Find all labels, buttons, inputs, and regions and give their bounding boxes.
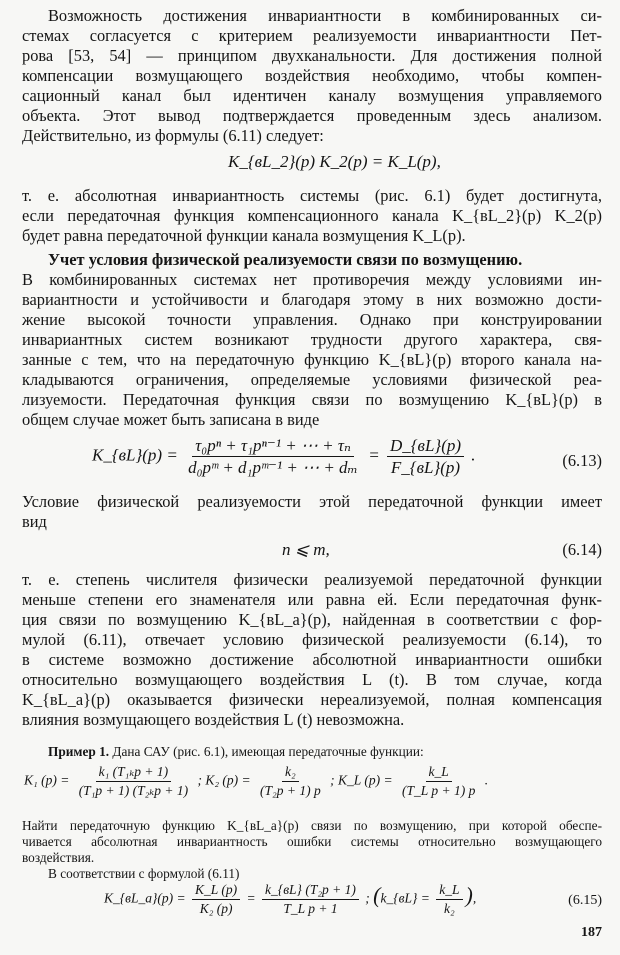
- eq-lhs: K_{вL_а}(p) =: [104, 890, 186, 906]
- text-line: Возможность достижения инвариантности в комбинированных си-: [48, 6, 602, 25]
- equation-number: (6.15): [568, 893, 602, 908]
- eq-separator: ;: [365, 890, 370, 906]
- eq-denominator: K₂ (p): [199, 901, 233, 916]
- eq-fraction: [257, 764, 324, 799]
- eq-lhs: K₂ (p) =: [205, 772, 251, 788]
- text-line: Найти передаточную функцию K_{вL_а}(p) связи по возмущению, при которой обеспе-: [22, 818, 602, 833]
- eq-fraction: [387, 436, 464, 477]
- equation-compensation: K_{вL_2}(p) K_2(p) = K_L(p),: [228, 152, 441, 171]
- text-line: относительно возмущающего воздействия L (t). В том случае, когда: [22, 670, 602, 689]
- eq-fraction: [399, 764, 478, 799]
- text-line: Условие физической реализуемости этой передаточной функции имеет: [22, 492, 602, 511]
- eq-denominator: (T₁p + 1) (T₂ₖp + 1): [78, 783, 189, 798]
- eq-fraction: [185, 436, 361, 477]
- text-line: вид: [22, 512, 47, 531]
- eq-numerator: k₂: [282, 764, 299, 782]
- text-line: K_{вL_a}(p) оказывается физически нереализуемой, полная компенсация: [22, 690, 602, 709]
- text-line: мулой (6.11), отвечает условию физической реализуемости (6.14), то: [22, 630, 602, 649]
- example-heading: Пример 1.: [48, 744, 110, 759]
- eq-lhs: K_L (p) =: [337, 772, 393, 788]
- text-line: вариантности и устойчивости и благодаря этому в них возможно дости-: [22, 290, 602, 309]
- eq-separator: ;: [330, 772, 335, 788]
- text-line: занные с тем, что на передаточную функцию K_{вL}(p) второго канала на-: [22, 350, 602, 369]
- text-line: сационный канал был идентичен каналу возмущения управляемого: [22, 86, 602, 105]
- equation-6-14: n ⩽ m,: [282, 540, 330, 559]
- equation-number: (6.14): [562, 540, 602, 559]
- text-line: рова [53, 54] — принципом двухканальности. Для достижения полной: [22, 46, 602, 65]
- eq-denominator: T_L p + 1: [283, 901, 338, 916]
- text-line: лизуемости. Передаточная функция связи по возмущению K_{вL}(p) в: [22, 390, 602, 409]
- eq-fraction: [262, 882, 359, 917]
- eq-paren-open: (: [373, 882, 381, 908]
- text-line: чивается абсолютная инвариантность ошибки системы относительно возмущающего: [22, 834, 602, 849]
- text-line: в системе возможно достижение абсолютной инвариантности ошибки: [22, 650, 602, 669]
- eq-lhs: K₁ (p) =: [24, 772, 70, 788]
- text-line: кладываются ограничения, определяемые условиями физической реа-: [22, 370, 602, 389]
- eq-numerator: k_{вL} (T₂p + 1): [262, 882, 359, 900]
- eq-tail: ,: [472, 890, 477, 906]
- example-intro-text: Дана САУ (рис. 6.1), имеющая передаточные функции:: [112, 744, 424, 759]
- text-line: компенсации возмущающего воздействия необходимо, чтобы компен-: [22, 66, 602, 85]
- text-line: влияния возмущающего воздействия L (t) невозможна.: [22, 710, 405, 729]
- eq-lhs: k_{вL} =: [380, 890, 430, 906]
- text-line: инвариантных систем возникают трудности другого характера, свя-: [22, 330, 602, 349]
- eq-denominator: (T₂p + 1) p: [260, 783, 321, 798]
- eq-separator: ;: [197, 772, 202, 788]
- eq-numerator: k_L: [436, 882, 462, 900]
- eq-lhs: K_{вL}(p) =: [92, 445, 178, 465]
- eq-fraction: [76, 764, 191, 799]
- text-line: В соответствии с формулой (6.11): [48, 866, 240, 881]
- eq-denominator: F_{вL}(p): [390, 458, 461, 477]
- text-line: Действительно, из формулы (6.11) следует:: [22, 126, 324, 145]
- text-line: меньше степени его знаменателя или равна ей. Если передаточная функ-: [22, 590, 602, 609]
- eq-numerator: D_{вL}(p): [387, 436, 464, 457]
- text-line: ция связи по возмущению K_{вL_a}(p), найденная в соответствии с фор-: [22, 610, 602, 629]
- eq-tail: .: [484, 772, 489, 788]
- text-line: будет равна передаточной функции канала возмущения K_L(p).: [22, 226, 466, 245]
- text-line: т. е. степень числителя физически реализуемой передаточной функции: [22, 570, 602, 589]
- example-intro: [48, 744, 602, 760]
- eq-denominator: d₀pᵐ + d₁pᵐ⁻¹ + ⋯ + dₘ: [188, 458, 358, 477]
- eq-denominator: k₂: [444, 901, 455, 916]
- equation-6-13: [92, 436, 476, 477]
- equation-6-15: [104, 882, 476, 917]
- eq-numerator: k₁ (T₁ₖp + 1): [96, 764, 172, 782]
- text-line: объекта. Этот вывод подтверждается проведенным здесь анализом.: [22, 106, 602, 125]
- text-line: воздействия.: [22, 850, 95, 865]
- eq-fraction: [192, 882, 240, 917]
- eq-paren-close: ): [465, 882, 473, 908]
- eq-numerator: τ₀pⁿ + τ₁pⁿ⁻¹ + ⋯ + τₙ: [192, 436, 354, 457]
- eq-denominator: (T_L p + 1) p: [401, 783, 476, 798]
- page-number: 187: [581, 925, 602, 940]
- eq-tail: .: [471, 445, 476, 465]
- text-line: т. е. абсолютная инвариантность системы (рис. 6.1) будет достигнута,: [22, 186, 602, 205]
- equation-number: (6.13): [562, 451, 602, 470]
- text-line: В комбинированных системах нет противоречия между условиями ин-: [22, 270, 602, 289]
- section-heading: Учет условия физической реализуемости связи по возмущению.: [48, 250, 523, 269]
- eq-equals: =: [368, 445, 380, 465]
- eq-numerator: K_L (p): [192, 882, 240, 900]
- text-line: стемах согласуется с критерием реализуемости инвариантности Пет-: [22, 26, 602, 45]
- eq-numerator: k_L: [426, 764, 452, 782]
- eq-equals: =: [246, 890, 256, 906]
- equation-example: [24, 764, 488, 799]
- eq-fraction: [436, 882, 462, 917]
- text-line: жение высокой точности управления. Однако при конструировании: [22, 310, 602, 329]
- text-line: если передаточная функция компенсационного канала K_{вL_2}(p) K_2(p): [22, 206, 602, 225]
- text-line: общем случае может быть записана в виде: [22, 410, 320, 429]
